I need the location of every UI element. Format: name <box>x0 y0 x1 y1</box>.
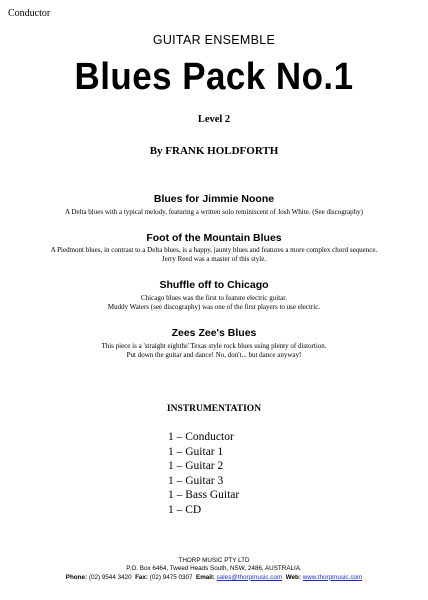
description-line: Muddy Waters (see discography) was one of the first players to use electric. <box>107 302 321 311</box>
instrumentation-list <box>168 430 239 518</box>
company-address: P.O. Box 6464, Tweed Heads South, NSW, 2486, AUSTRALIA. <box>126 565 302 573</box>
description-line: Jerry Reed was a master of this style. <box>161 254 267 263</box>
piece-description <box>0 342 428 359</box>
piece-description <box>0 208 428 217</box>
email-label: Email: <box>196 573 215 581</box>
list-item: 1 – CD <box>168 503 202 516</box>
instrumentation-heading: INSTRUMENTATION <box>166 404 262 414</box>
fax-number: (02) 9475 0307 <box>149 573 193 581</box>
publisher-footer <box>0 557 428 582</box>
fax-label: Fax: <box>135 573 149 581</box>
list-item: 1 – Guitar 2 <box>168 460 224 473</box>
description-line: This piece is a 'straight eighths' Texas style rock blues using plenty of distortion. <box>101 342 327 350</box>
piece-title: Shuffle off to Chicago <box>159 279 269 291</box>
phone-label: Phone: <box>65 573 88 581</box>
phone-number: (02) 9544 3420 <box>88 573 132 581</box>
list-item: 1 – Guitar 3 <box>168 474 224 487</box>
piece-title: Blues for Jimmie Noone <box>153 193 275 205</box>
level-label: Level 2 <box>197 114 231 125</box>
web-link[interactable]: www.thorpmusic.com <box>302 573 363 581</box>
company-name: THORP MUSIC PTY LTD <box>178 557 250 564</box>
description-line: A Delta blues with a typical melody, featuring a written solo reminiscent of Josh White. (See discography) <box>64 208 363 216</box>
contact-line <box>0 574 428 582</box>
conductor-label: Conductor <box>8 8 51 19</box>
piece-title: Foot of the Mountain Blues <box>146 232 282 244</box>
email-link[interactable]: sales@thorpmusic.com <box>216 573 283 581</box>
web-label: Web: <box>285 573 301 581</box>
piece-title: Zees Zee's Blues <box>171 327 257 339</box>
description-line: Put down the guitar and dance! No, don't... but dance anyway! <box>126 350 302 359</box>
description-line: A Piedmont blues, in contrast to a Delta blues, is a happy, jaunty blues and features a more complex chord sequence. <box>50 246 378 254</box>
list-item: 1 – Guitar 1 <box>168 445 224 458</box>
description-line: Chicago blues was the first to feature electric guitar. <box>141 294 287 302</box>
list-item: 1 – Bass Guitar <box>168 489 240 502</box>
piece-description <box>0 246 428 263</box>
ensemble-heading: GUITAR ENSEMBLE <box>152 33 276 47</box>
piece-description <box>0 294 428 311</box>
page-title: Blues Pack No.1 <box>74 56 354 98</box>
composer-byline: By FRANK HOLDFORTH <box>149 145 279 157</box>
list-item: 1 – Conductor <box>168 431 234 443</box>
